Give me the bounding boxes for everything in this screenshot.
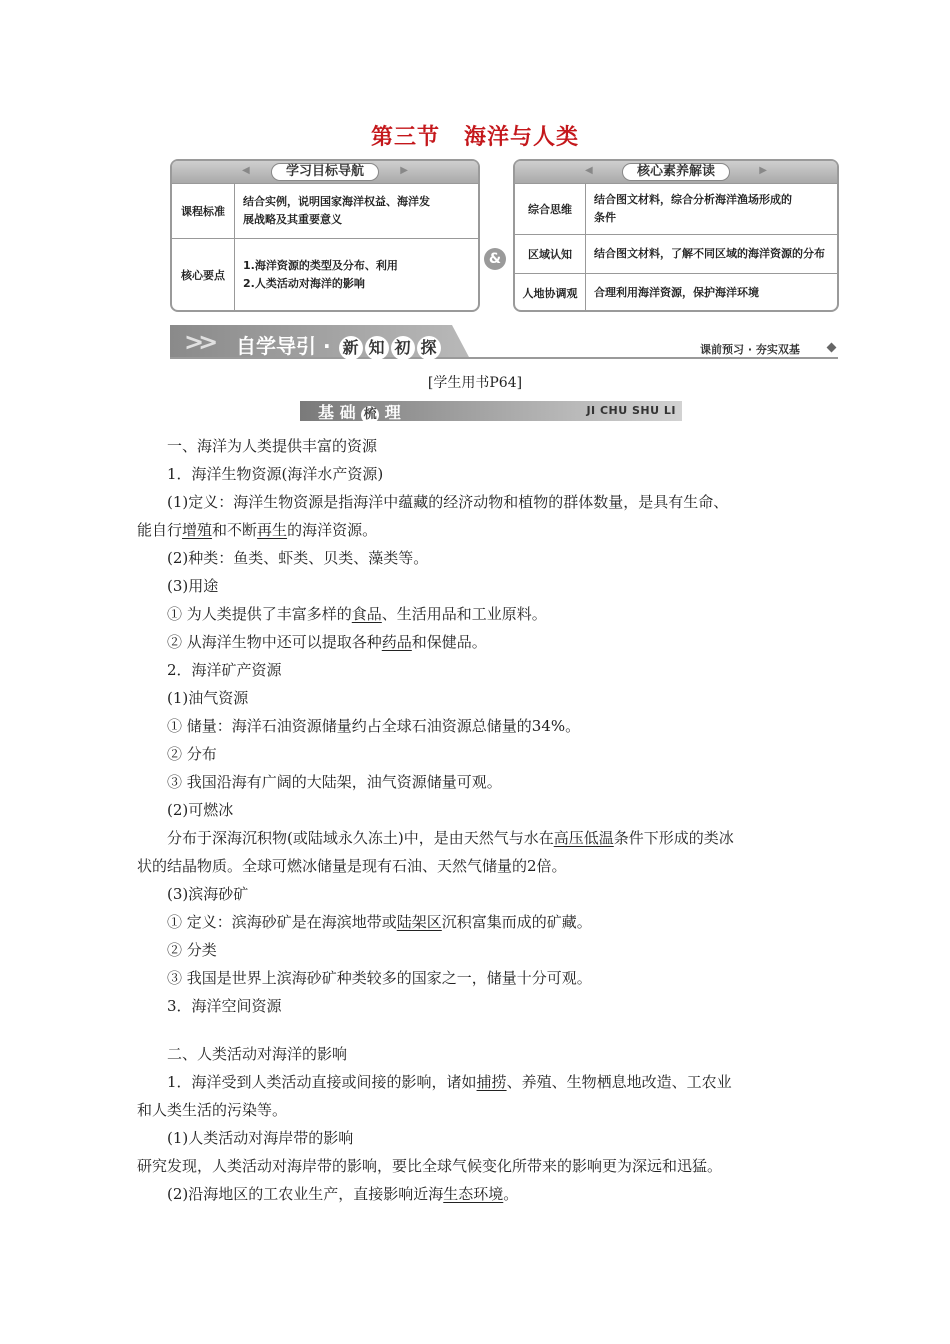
section-name: 海洋与人类	[464, 125, 580, 150]
key-term: 再生	[257, 521, 288, 539]
paragraph: 状的结晶物质。全球可燃冰储量是现有石油、天然气储量的2倍。	[137, 857, 567, 875]
left-arrow-icon: ◀	[242, 165, 250, 176]
paragraph: (1)油气资源	[167, 689, 249, 707]
panel-title: 核心素养解读	[622, 163, 730, 181]
banner-char: 新	[339, 336, 363, 360]
banner-char: 初	[391, 336, 415, 360]
left-arrow-icon: ◀	[585, 165, 593, 176]
paragraph: ① 储量：海洋石油资源储量约占全球石油资源总储量的34%。	[167, 717, 581, 735]
panel-row	[172, 183, 478, 238]
paragraph: ③ 我国是世界上滨海砂矿种类较多的国家之一，储量十分可观。	[167, 969, 592, 987]
sub-banner-title	[318, 400, 401, 424]
row-value	[235, 239, 478, 310]
book-reference: [学生用书P64]	[427, 375, 523, 391]
paragraph: 和人类生活的污染等。	[137, 1101, 288, 1119]
right-arrow-icon: ▶	[759, 165, 767, 176]
learning-goals-panel	[170, 159, 480, 312]
subheading: 3．海洋空间资源	[167, 997, 282, 1015]
key-term: 陆架区	[396, 913, 442, 931]
row-line: 展战略及其重要意义	[243, 213, 342, 226]
key-term: 捕捞	[476, 1073, 507, 1091]
row-key: 综合思维	[515, 184, 586, 234]
paragraph: ② 分类	[167, 941, 217, 959]
banner-subtitle: 课前预习 · 夯实双基	[700, 343, 800, 356]
paragraph: ① 定义：滨海砂矿是在海滨地带或陆架区沉积富集而成的矿藏。	[167, 913, 592, 931]
row-line: 结合图文材料，综合分析海洋渔场形成的	[594, 193, 792, 206]
key-term: 高压低温	[553, 829, 614, 847]
panel-header	[515, 161, 837, 183]
key-term: 生态环境	[443, 1185, 504, 1203]
row-value	[586, 184, 837, 234]
row-line: 1.海洋资源的类型及分布、利用	[243, 258, 398, 272]
page-title	[0, 120, 950, 151]
sub-banner-char: 梳	[361, 406, 379, 424]
key-term: 增殖	[182, 521, 213, 539]
row-key: 核心要点	[172, 239, 235, 310]
paragraph: (2)种类：鱼类、虾类、贝类、藻类等。	[167, 549, 429, 567]
paragraph: 能自行增殖和不断再生的海洋资源。	[137, 521, 378, 539]
heading: 二、人类活动对海洋的影响	[167, 1045, 348, 1063]
row-value	[586, 274, 837, 311]
paragraph: ② 从海洋生物中还可以提取各种药品和保健品。	[167, 633, 487, 651]
paragraph: 研究发现，人类活动对海岸带的影响，要比全球气候变化所带来的影响更为深远和迅猛。	[137, 1157, 723, 1175]
body-text	[137, 432, 817, 1208]
panel-row	[515, 273, 837, 311]
row-key: 人地协调观	[515, 274, 586, 311]
double-chevron-icon: >>	[184, 328, 213, 356]
heading: 一、海洋为人类提供丰富的资源	[167, 437, 378, 455]
ampersand-icon: &	[484, 248, 506, 270]
right-arrow-icon: ▶	[400, 165, 408, 176]
paragraph: (1)定义：海洋生物资源是指海洋中蕴藏的经济动物和植物的群体数量，是具有生命、	[167, 493, 729, 511]
row-key: 课程标准	[172, 184, 235, 238]
row-line: 合理利用海洋资源，保护海洋环境	[594, 285, 759, 299]
row-value	[235, 184, 478, 238]
panel-row	[515, 183, 837, 234]
paragraph: ② 分布	[167, 745, 217, 763]
sub-banner-pinyin: JI CHU SHU LI	[586, 404, 676, 417]
paragraph: (1)人类活动对海岸带的影响	[167, 1129, 354, 1147]
key-term: 药品	[381, 633, 412, 651]
panel-row	[515, 234, 837, 273]
section-number: 第三节	[370, 125, 440, 150]
row-line: 结合实例，说明国家海洋权益、海洋发	[243, 195, 430, 208]
subheading: 2．海洋矿产资源	[167, 661, 282, 679]
paragraph: ③ 我国沿海有广阔的大陆架，油气资源储量可观。	[167, 773, 502, 791]
paragraph: 1．海洋受到人类活动直接或间接的影响，诸如捕捞、养殖、生物栖息地改造、工农业	[167, 1073, 732, 1091]
key-term: 食品	[351, 605, 382, 623]
core-literacy-panel	[513, 159, 839, 312]
banner-title	[236, 330, 442, 360]
sub-banner-text: 理	[379, 403, 401, 422]
paragraph: (3)滨海砂矿	[167, 885, 249, 903]
row-key: 区域认知	[515, 235, 586, 273]
panel-row	[172, 238, 478, 310]
banner-char: 探	[417, 336, 441, 360]
sub-banner	[300, 401, 682, 421]
banner-char: 知	[365, 336, 389, 360]
sub-banner-text: 基 础	[318, 403, 362, 422]
row-line: 结合图文材料，了解不同区域的海洋资源的分布	[594, 247, 825, 260]
panel-title: 学习目标导航	[271, 163, 379, 181]
paragraph: (2)可燃冰	[167, 801, 234, 819]
diamond-icon	[827, 343, 837, 353]
paragraph: (2)沿海地区的工农业生产，直接影响近海生态环境。	[167, 1185, 519, 1203]
row-line: 条件	[594, 211, 616, 224]
row-value	[586, 235, 837, 273]
paragraph: ① 为人类提供了丰富多样的食品、生活用品和工业原料。	[167, 605, 547, 623]
panel-header	[172, 161, 478, 183]
row-line: 2.人类活动对海洋的影响	[243, 276, 365, 290]
paragraph: 分布于深海沉积物(或陆域永久冻土)中，是由天然气与水在高压低温条件下形成的类冰	[167, 829, 734, 847]
subheading: 1．海洋生物资源(海洋水产资源)	[167, 465, 384, 483]
paragraph: (3)用途	[167, 577, 219, 595]
banner-prefix: 自学导引 ·	[236, 334, 338, 358]
